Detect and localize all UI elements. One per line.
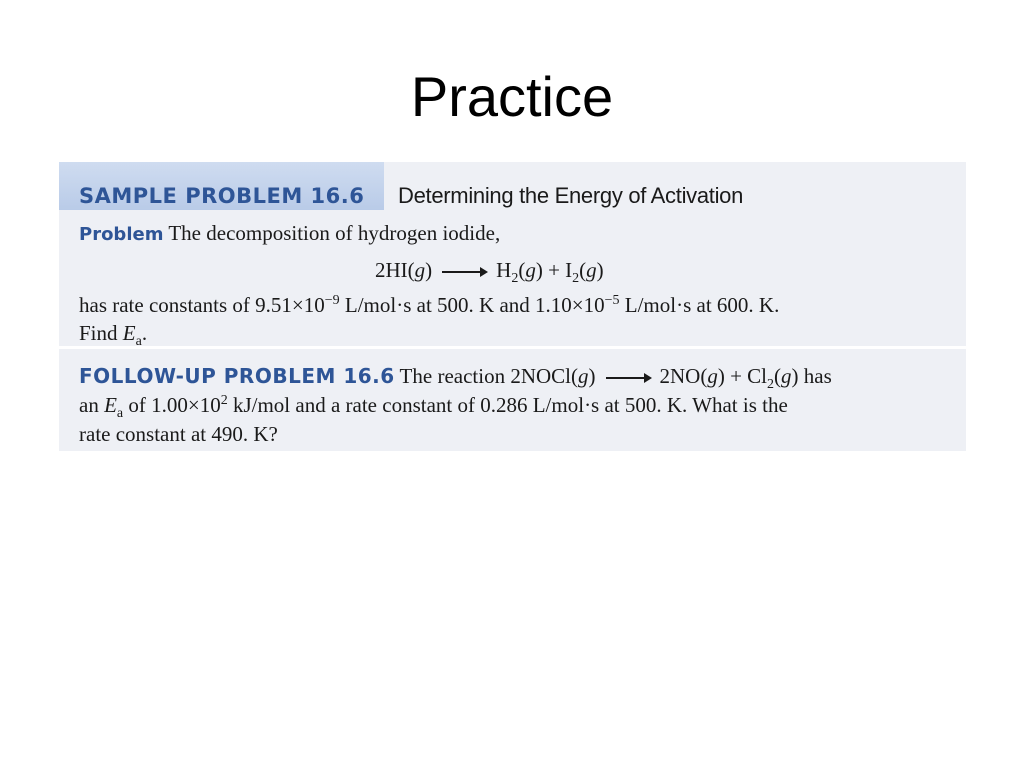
followup-cl-subscript: 2 [767,377,775,393]
rate-constants-text-b: L/mol·s at 500. K and 1.10×10 [339,293,605,317]
rate-exponent-2: −5 [604,293,620,308]
rate-constants-text-a: has rate constants of 9.51×10 [79,293,325,317]
equation-reactant-close: ) [425,258,433,282]
followup-line2-text-a: an [79,393,105,417]
equation-product1: H [496,258,512,282]
followup-line-2 [79,391,788,422]
problem-intro-text: The decomposition of hydrogen iodide, [168,221,501,245]
equation-product1-open: ( [518,258,526,282]
followup-line2-text-b: of 1.00×10 [123,393,221,417]
rate-constants-line [79,291,779,319]
followup-heading: FOLLOW-UP PROBLEM 16.6 [79,364,395,388]
followup-text-f: ) has [791,364,832,388]
followup-ea-variable: E [104,393,117,417]
problem-label: Problem [79,224,164,245]
followup-exponent: 2 [220,393,228,408]
followup-text-e: ( [774,364,782,388]
find-period: . [141,321,148,345]
rate-constants-text-c: L/mol·s at 600. K. [619,293,780,317]
followup-text-a: The reaction 2NOCl( [394,364,578,388]
problem-intro-line [79,219,500,249]
reaction-arrow-icon [442,271,486,273]
ea-variable: E [122,321,136,345]
find-text: Find [79,321,123,345]
equation-reactant-state: g [414,258,426,282]
equation-product1-subscript: 2 [511,271,519,287]
equation-product2-subscript: 2 [572,271,580,287]
equation-product1-close: ) [535,258,543,282]
followup-state-3: g [781,364,792,388]
followup-text-d: ) + Cl [717,364,768,388]
equation-product2-close: ) [596,258,604,282]
equation-product1-state: g [525,258,536,282]
followup-line2-text-c: kJ/mol and a rate constant of 0.286 L/mol·s at 500. K. What is the [227,393,788,417]
equation-product2: I [565,258,573,282]
rate-exponent-1: −9 [324,293,340,308]
reaction-equation [375,256,604,287]
followup-line-1 [79,362,832,393]
equation-plus: + [548,258,560,282]
followup-text-c: 2NO( [659,364,708,388]
ea-subscript: a [135,334,142,350]
followup-reaction-arrow-icon [606,377,650,379]
followup-state-2: g [707,364,718,388]
equation-reactant: 2HI( [375,258,415,282]
find-ea-line [79,319,148,350]
followup-ea-subscript: a [116,406,124,422]
equation-product2-open: ( [579,258,587,282]
equation-product2-state: g [586,258,597,282]
followup-line-3: rate constant at 490. K? [79,422,278,446]
sample-problem-subtitle: Determining the Energy of Activation [398,183,744,208]
sample-problem-heading: SAMPLE PROBLEM 16.6 [79,184,365,208]
followup-text-b: ) [588,364,596,388]
slide-title: Practice [410,65,614,128]
followup-state-1: g [578,364,589,388]
